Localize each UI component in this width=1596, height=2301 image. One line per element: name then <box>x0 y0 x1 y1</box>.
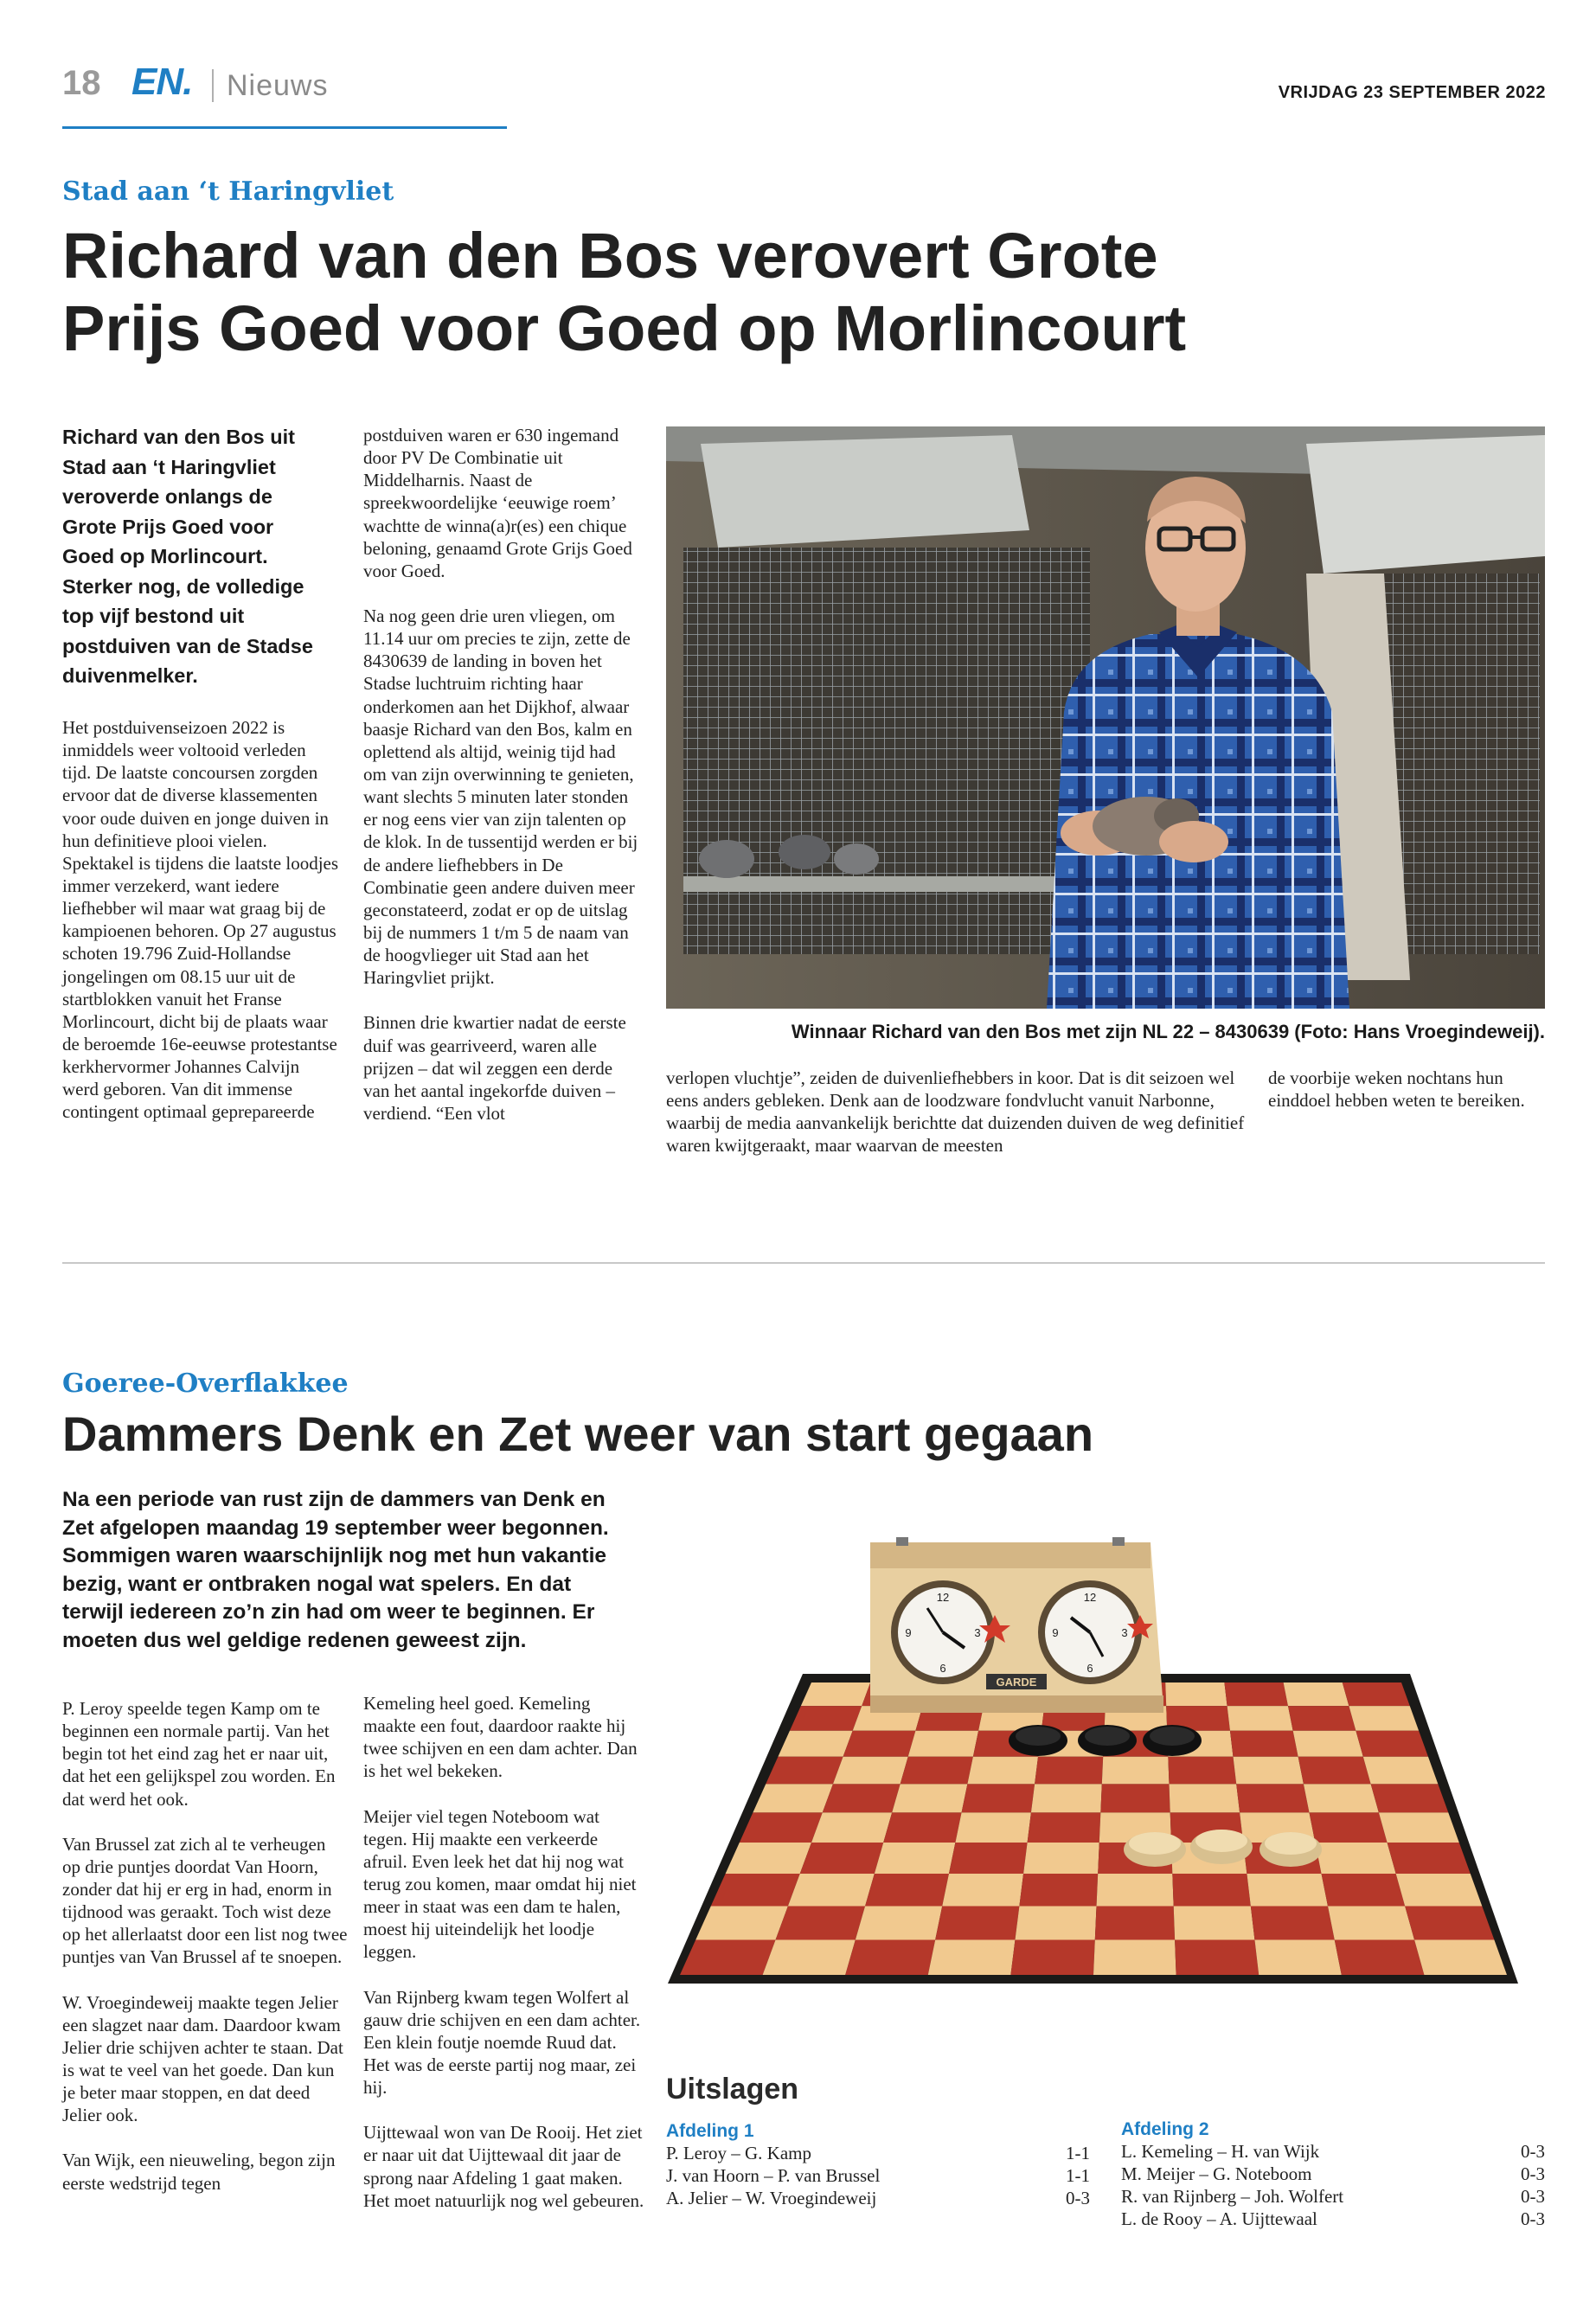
article2-col2-p4: Uijttewaal won van De Rooij. Het ziet er naar uit dat Uijttewaal dit jaar de sprong naar Afdeling 1 gaat maken. Het moet natuurlijk nog wel gebeuren. <box>363 2122 644 2211</box>
score: 1-1 <box>1066 2165 1090 2186</box>
match: L. Kemeling – H. van Wijk <box>1121 2141 1320 2162</box>
left-dial-3: 3 <box>974 1626 981 1639</box>
board-square <box>1315 1843 1395 1874</box>
board-square <box>1230 1731 1298 1757</box>
board-square <box>1224 1682 1288 1706</box>
left-dial-6: 6 <box>939 1662 946 1675</box>
table-row <box>1121 2185 1545 2208</box>
board-square <box>1254 1940 1341 1975</box>
clock-brand: GARDE <box>996 1676 1037 1689</box>
draughts-board <box>680 1682 1507 1975</box>
article1-column-2 <box>363 424 642 1147</box>
article1-photo-caption: Winnaar Richard van den Bos met zijn NL 22 – 8430639 (Foto: Hans Vroegindeweij). <box>791 1021 1545 1042</box>
board-square <box>766 1757 843 1785</box>
board-square <box>1343 1682 1410 1706</box>
results-group-1-heading: Afdeling 1 <box>666 2121 754 2141</box>
board-square <box>1174 1907 1255 1940</box>
left-dial-12: 12 <box>936 1591 950 1604</box>
board-square <box>1322 1874 1406 1907</box>
board-square <box>883 1812 961 1843</box>
article2-col1-p3: W. Vroegindeweij maakte tegen Jelier een slagzet naar dam. Daardoor kwam Jelier drie schijven achter te staan. Dat is wat te veel van het goede. Dan kun je beter maar stoppen, en dat deed Jelier ook. <box>62 1991 343 2126</box>
match: J. van Hoorn – P. van Brussel <box>666 2165 881 2186</box>
board-square <box>833 1757 908 1785</box>
board-square <box>856 1907 942 1940</box>
right-dial-12: 12 <box>1083 1591 1097 1604</box>
board-square <box>695 1907 788 1940</box>
board-square <box>1172 1874 1251 1907</box>
board-square <box>1396 1874 1483 1907</box>
board-square <box>1019 1874 1098 1907</box>
board-square <box>711 1874 800 1907</box>
article1-column-1 <box>62 716 339 1146</box>
board-square <box>843 1731 916 1757</box>
board-square <box>967 1757 1038 1785</box>
right-dial-9: 9 <box>1052 1626 1059 1639</box>
article1-column-3 <box>666 1067 1246 1180</box>
board-square <box>680 1940 776 1975</box>
board-square <box>740 1812 823 1843</box>
board-square <box>1236 1784 1309 1812</box>
article1-column-4 <box>1268 1067 1545 1134</box>
board-square <box>1251 1907 1335 1940</box>
article1-col2-p1: postduiven waren er 630 ingemand door PV De Combinatie uit Middelharnis. Naast de spreekwoordelijke ‘eeuwige roem’ wachtte de winna(a)r(es) een chique beloning, genaamd Grote Grijs Goed voor Goed. <box>363 425 632 581</box>
board-square <box>949 1843 1028 1874</box>
board-square <box>1095 1907 1175 1940</box>
board-square <box>1175 1940 1259 1975</box>
board-square <box>865 1874 949 1907</box>
article2-kicker: Goeree-Overflakkee <box>62 1368 349 1399</box>
table-row <box>666 2142 1090 2164</box>
header-separator <box>212 69 214 102</box>
results-group-2-heading: Afdeling 2 <box>1121 2119 1209 2139</box>
black-pieces <box>1009 1725 1202 1756</box>
article1-headline-line1: Richard van den Bos verovert Grote <box>62 220 1158 292</box>
board-square <box>776 1907 866 1940</box>
page-number: 18 <box>62 64 101 102</box>
article2-col2-p3: Van Rijnberg kwam tegen Wolfert al gauw drie schijven en een dam achter. Een klein foutje noemde Ruud dat. Het was de eerste partij nog maar, zei hij. <box>363 1986 641 2099</box>
board-square <box>790 1706 862 1731</box>
board-square <box>1102 1757 1170 1785</box>
board-square <box>1028 1812 1101 1843</box>
board-square <box>1234 1757 1304 1785</box>
article2-column-2 <box>363 1692 645 2234</box>
right-dial-6: 6 <box>1086 1662 1093 1675</box>
board-square <box>1010 1940 1094 1975</box>
board-square <box>908 1731 978 1757</box>
results-group-2 <box>1121 2119 1545 2230</box>
board-square <box>1015 1907 1096 1940</box>
match: L. de Rooy – A. Uijttewaal <box>1121 2208 1317 2229</box>
match: R. van Rijnberg – Joh. Wolfert <box>1121 2186 1344 2207</box>
board-square <box>1335 1940 1425 1975</box>
board-square <box>1304 1784 1379 1812</box>
right-dial-3: 3 <box>1121 1626 1128 1639</box>
score: 1-1 <box>1066 2143 1090 2163</box>
article1-headline <box>62 220 1186 366</box>
board-square <box>1405 1907 1494 1940</box>
board-square <box>801 1682 870 1706</box>
score: 0-3 <box>1521 2163 1545 2184</box>
board-square <box>928 1940 1016 1975</box>
board-square <box>1328 1907 1414 1940</box>
board-square <box>1284 1682 1349 1706</box>
article1-lead: Richard van den Bos uit Stad aan ‘t Haringvliet veroverde onlangs de Grote Prijs Goed voor Goed op Morlincourt. Sterker nog, de volledige top vijf bestond uit postduiven van de Stadse duivenmelker. <box>62 426 313 688</box>
section-label: Nieuws <box>227 69 329 102</box>
board-square <box>1388 1843 1471 1874</box>
results-title: Uitslagen <box>666 2073 799 2106</box>
article2-col1-p4: Van Wijk, een nieuweling, begon zijn eerste wedstrijd tegen <box>62 2150 336 2194</box>
article2-col2-p2: Meijer viel tegen Noteboom wat tegen. Hij maakte een verkeerde afruil. Even leek het dat hij nog wat terug zou komen, maar omdat hij niet meer in staat was een dam te halen, moest hij uiteindelijk het loodje leggen. <box>363 1805 637 1963</box>
white-pieces <box>1124 1830 1322 1867</box>
board-square <box>823 1784 901 1812</box>
board-square <box>811 1812 892 1843</box>
table-row <box>666 2164 1090 2187</box>
article2-col2-p1: Kemeling heel goed. Kemeling maakte een fout, daardoor raakte hij twee schijven en een dam achter. Dan is het wel bekeken. <box>363 1693 638 1782</box>
table-row <box>666 2187 1090 2209</box>
board-square <box>800 1843 883 1874</box>
article1-headline-line2: Prijs Goed voor Goed op Morlincourt <box>62 292 1187 365</box>
score: 0-3 <box>1521 2186 1545 2207</box>
article2-lead: Na een periode van rust zijn de dammers van Denk en Zet afgelopen maandag 19 september weer begonnen. Sommigen waren waarschijnlijk nog met hun vakantie bezig, want er ontbraken nogal wat spelers. En dat terwijl iedereen zo’n zin had om weer te beginnen. Er moeten dus wel geldige redenen geweest zijn. <box>62 1488 609 1652</box>
article2-column-1 <box>62 1697 348 2217</box>
board-square <box>1100 1784 1170 1812</box>
board-square <box>1168 1757 1236 1785</box>
board-square <box>955 1812 1031 1843</box>
article1-col4-body: de voorbije weken nochtans hun einddoel hebben weten te bereiken. <box>1268 1067 1525 1112</box>
board-square <box>1288 1706 1356 1731</box>
publication-logo: EN. <box>131 61 193 103</box>
board-square <box>1093 1940 1176 1975</box>
board-square <box>1356 1731 1428 1757</box>
board-square <box>875 1843 956 1874</box>
board-square <box>763 1940 856 1975</box>
table-row <box>1121 2208 1545 2230</box>
section-divider <box>62 1262 1545 1264</box>
board-square <box>1227 1706 1293 1731</box>
board-square <box>726 1843 811 1874</box>
article1-col2-p2: Na nog geen drie uren vliegen, om 11.14 uur om precies te zijn, zette de 8430639 de landing in boven het Stadse luchtruim richting haar onderkomen aan het Dijkhof, alwaar baasje Richard van den Bos, kalm en oplettend als altijd, weinig tijd had om van zijn overwinning te genieten, want slechts 5 minuten later stonden er nog eens vier van zijn talenten op de klok. In de tussentijd werden er bij de andere liefhebbers in De Combinatie geen andere duiven meer geconstateerd, zodat er op de uitslag bij de nummers 1 t/m 5 de naam van de hoogvlieger uit Stad aan het Haringvliet prijkt. <box>363 605 638 989</box>
header-rule <box>62 126 507 129</box>
board-square <box>1414 1940 1507 1975</box>
article2-col1-p2: Van Brussel zat zich al te verheugen op drie puntjes doordat Van Hoorn, zonder dat hij er erg in had, enorm in tijdnood was geraakt. Toch wist deze op het allerlaatst door een list nog twee puntjes van Van Brussel af te snoepen. <box>62 1833 348 1968</box>
score: 0-3 <box>1066 2188 1090 2208</box>
board-square <box>1371 1784 1449 1812</box>
board-square <box>788 1874 875 1907</box>
board-square <box>1170 1784 1240 1812</box>
article1-col1-body: Het postduivenseizoen 2022 is inmiddels weer voltooid verleden tijd. De laatste concoursen zorgden ervoor dat de diverse klassementen voor oude duiven en jonge duiven in hun definitieve plooi vielen. Spektakel is tijdens die laatste loodjes immer verzekerd, want iedere liefhebber wil maar wat graag bij de kampioenen behoren. Op 27 augustus schoten 19.796 Zuid-Hollandse jongelingen om 08.15 uur uit de startblokken vanuit het Franse Morlincourt, dicht bij de plaats waar de beroemde 16e-eeuwse protestantse kerkhervormer Johannes Calvijn werd geboren. Van dit immense contingent optimaal geprepareerde <box>62 717 339 1123</box>
match: P. Leroy – G. Kamp <box>666 2143 811 2163</box>
board-square <box>1298 1757 1371 1785</box>
article1-photo <box>666 426 1545 1009</box>
board-square <box>1379 1812 1459 1843</box>
board-square <box>1035 1757 1103 1785</box>
article1-kicker: Stad aan ‘t Haringvliet <box>62 176 394 207</box>
article2-headline: Dammers Denk en Zet weer van start gegaan <box>62 1407 1094 1461</box>
board-square <box>778 1731 852 1757</box>
board-square <box>901 1757 973 1785</box>
board-square <box>942 1874 1023 1907</box>
board-square <box>1349 1706 1419 1731</box>
table-row <box>1121 2140 1545 2163</box>
board-square <box>892 1784 967 1812</box>
results-group-1 <box>666 2121 1090 2209</box>
left-dial-9: 9 <box>905 1626 912 1639</box>
board-square <box>1097 1874 1174 1907</box>
match: A. Jelier – W. Vroegindeweij <box>666 2188 877 2208</box>
issue-date: VRIJDAG 23 SEPTEMBER 2022 <box>1278 83 1546 102</box>
match: M. Meijer – G. Noteboom <box>1121 2163 1312 2184</box>
article2-photo <box>666 1518 1545 2003</box>
score: 0-3 <box>1521 2208 1545 2229</box>
article1-col3-body: verlopen vluchtje”, zeiden de duivenliefhebbers in koor. Dat is dit seizoen wel eens anders gebleken. Denk aan de loodzware fondvlucht vanuit Narbonne, waarbij de media aanvankelijk berichtte dat duizenden duiven de weg definitief waren kwijtgeraakt, maar waarvan de meesten <box>666 1067 1245 1157</box>
board-square <box>753 1784 833 1812</box>
board-square <box>1310 1812 1388 1843</box>
board-square <box>1293 1731 1363 1757</box>
board-square <box>1031 1784 1102 1812</box>
article1-col2-p3: Binnen drie kwartier nadat de eerste duif was gearriveerd, waren alle prijzen – dat wil zeggen een derde van het aantal ingekorfde duiven – verdiend. “Een vlot <box>363 1012 626 1124</box>
board-square <box>1363 1757 1439 1785</box>
chess-clock <box>870 1537 1163 1713</box>
board-square <box>845 1940 935 1975</box>
board-square <box>935 1907 1019 1940</box>
board-square <box>962 1784 1035 1812</box>
score: 0-3 <box>1521 2141 1545 2162</box>
board-square <box>1247 1874 1328 1907</box>
board-square <box>1165 1682 1227 1706</box>
board-square <box>1023 1843 1099 1874</box>
article2-col1-p1: P. Leroy speelde tegen Kamp om te beginnen een normale partij. Van het begin tot het eind zag het er naar uit, dat het een gelijkspel zou worden. En dat werd het ook. <box>62 1698 336 1810</box>
table-row <box>1121 2163 1545 2185</box>
